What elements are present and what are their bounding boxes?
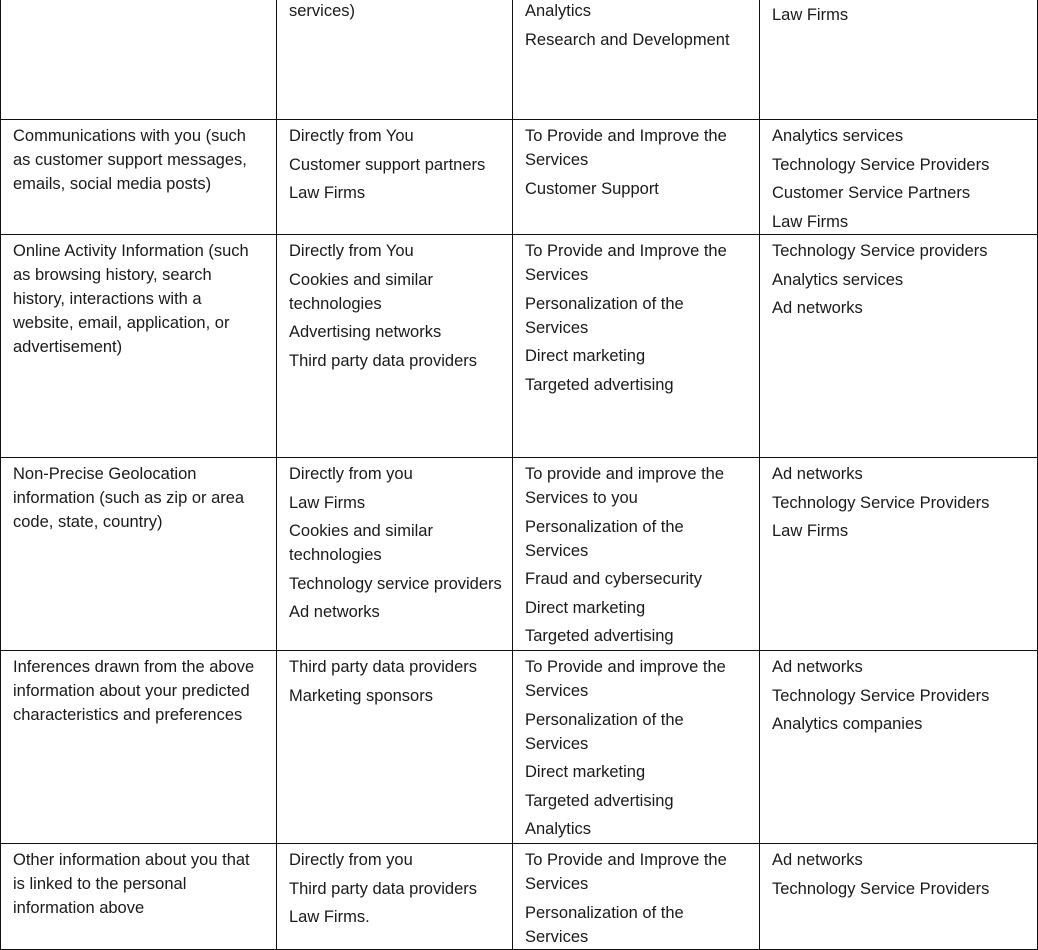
- category-cell: [1, 120, 277, 235]
- source-item: Technology service providers: [289, 574, 502, 593]
- source-item: services): [289, 2, 356, 20]
- purposes-cell: [513, 651, 760, 844]
- purpose-item: Targeted advertising: [525, 791, 674, 810]
- category-text: Non-Precise Geolocation information (such as zip or area code, state, country): [13, 465, 245, 531]
- category-text: Communications with you (such as customer support messages, emails, social media posts): [13, 127, 247, 193]
- source-item: Advertising networks: [289, 323, 442, 341]
- table-body: [1, 0, 1038, 949]
- recipient-item: Ad networks: [772, 658, 863, 676]
- category-cell: [1, 0, 277, 120]
- table-row: [1, 651, 1038, 844]
- recipients-cell: [760, 844, 1038, 950]
- sources-cell: [277, 844, 513, 950]
- recipients-cell: [760, 0, 1038, 120]
- source-item: Law Firms: [289, 493, 366, 512]
- purpose-item: To provide and improve the Services to you: [525, 465, 725, 507]
- table-row: [1, 844, 1038, 950]
- purposes-cell: [513, 120, 760, 235]
- purpose-item: Research and Development: [525, 30, 730, 49]
- purpose-item: Direct marketing: [525, 598, 646, 617]
- purposes-cell: [513, 235, 760, 458]
- recipient-item: Analytics companies: [772, 715, 923, 733]
- purpose-item: Analytics: [525, 2, 592, 20]
- sources-cell: [277, 120, 513, 235]
- recipient-item: Technology Service Providers: [772, 686, 990, 705]
- source-item: Third party data providers: [289, 879, 478, 898]
- source-item: Cookies and similar technologies: [289, 522, 433, 564]
- category-cell: [1, 235, 277, 458]
- purpose-item: To Provide and improve the Services: [525, 658, 726, 700]
- recipient-item: Technology Service Providers: [772, 155, 990, 174]
- source-item: Directly from You: [289, 127, 414, 145]
- purposes-cell: [513, 458, 760, 651]
- source-item: Third party data providers: [289, 351, 478, 370]
- recipient-item: Technology Service Providers: [772, 493, 990, 512]
- sources-cell: [277, 651, 513, 844]
- source-item: Law Firms.: [289, 908, 370, 926]
- purpose-item: Analytics: [525, 820, 592, 838]
- category-cell: [1, 844, 277, 950]
- purpose-item: To Provide and Improve the Services: [525, 851, 727, 893]
- recipients-cell: [760, 458, 1038, 651]
- source-item: Directly from You: [289, 242, 414, 260]
- recipient-item: Law Firms: [772, 6, 849, 24]
- recipient-item: Law Firms: [772, 522, 849, 540]
- table-row: [1, 0, 1038, 120]
- recipient-item: Ad networks: [772, 851, 863, 869]
- recipient-item: Technology Service Providers: [772, 879, 990, 898]
- purposes-cell: [513, 844, 760, 950]
- purpose-item: Personalization of the Services: [525, 710, 684, 753]
- purpose-item: To Provide and Improve the Services: [525, 127, 727, 169]
- sources-cell: [277, 235, 513, 458]
- recipient-item: Ad networks: [772, 299, 863, 317]
- purpose-item: Personalization of the Services: [525, 903, 684, 946]
- sources-cell: [277, 458, 513, 651]
- category-text: Online Activity Information (such as browsing history, search history, interactions with a website, email, application, or advertisement): [13, 242, 249, 356]
- category-text: Inferences drawn from the above information about your predicted characteristics and preferences: [13, 658, 255, 724]
- table-row: [1, 458, 1038, 651]
- purpose-item: Targeted advertising: [525, 375, 674, 394]
- category-cell: [1, 651, 277, 844]
- source-item: Customer support partners: [289, 155, 486, 174]
- table-row: [1, 235, 1038, 458]
- source-item: Ad networks: [289, 603, 380, 621]
- purpose-item: Customer Support: [525, 179, 659, 198]
- recipient-item: Law Firms: [772, 212, 849, 231]
- source-item: Directly from you: [289, 465, 413, 483]
- source-item: Marketing sponsors: [289, 686, 433, 705]
- recipient-item: Customer Service Partners: [772, 184, 971, 202]
- recipient-item: Technology Service providers: [772, 242, 988, 260]
- recipients-cell: [760, 235, 1038, 458]
- source-item: Cookies and similar technologies: [289, 270, 433, 313]
- recipients-cell: [760, 651, 1038, 844]
- purpose-item: To Provide and Improve the Services: [525, 242, 727, 284]
- recipients-cell: [760, 120, 1038, 235]
- source-item: Directly from you: [289, 851, 413, 869]
- purpose-item: Fraud and cybersecurity: [525, 570, 702, 588]
- recipient-item: Analytics services: [772, 127, 904, 145]
- table-row: [1, 120, 1038, 235]
- purpose-item: Direct marketing: [525, 763, 646, 781]
- purposes-cell: [513, 0, 760, 120]
- category-cell: [1, 458, 277, 651]
- source-item: Third party data providers: [289, 658, 478, 676]
- sources-cell: [277, 0, 513, 120]
- category-text: Other information about you that is linked to the personal information above: [13, 851, 250, 917]
- purpose-item: Targeted advertising: [525, 627, 674, 645]
- purpose-item: Personalization of the Services: [525, 517, 684, 560]
- recipient-item: Analytics services: [772, 270, 904, 289]
- source-item: Law Firms: [289, 184, 366, 202]
- purpose-item: Direct marketing: [525, 347, 646, 365]
- purpose-item: Personalization of the Services: [525, 294, 684, 337]
- recipient-item: Ad networks: [772, 465, 863, 483]
